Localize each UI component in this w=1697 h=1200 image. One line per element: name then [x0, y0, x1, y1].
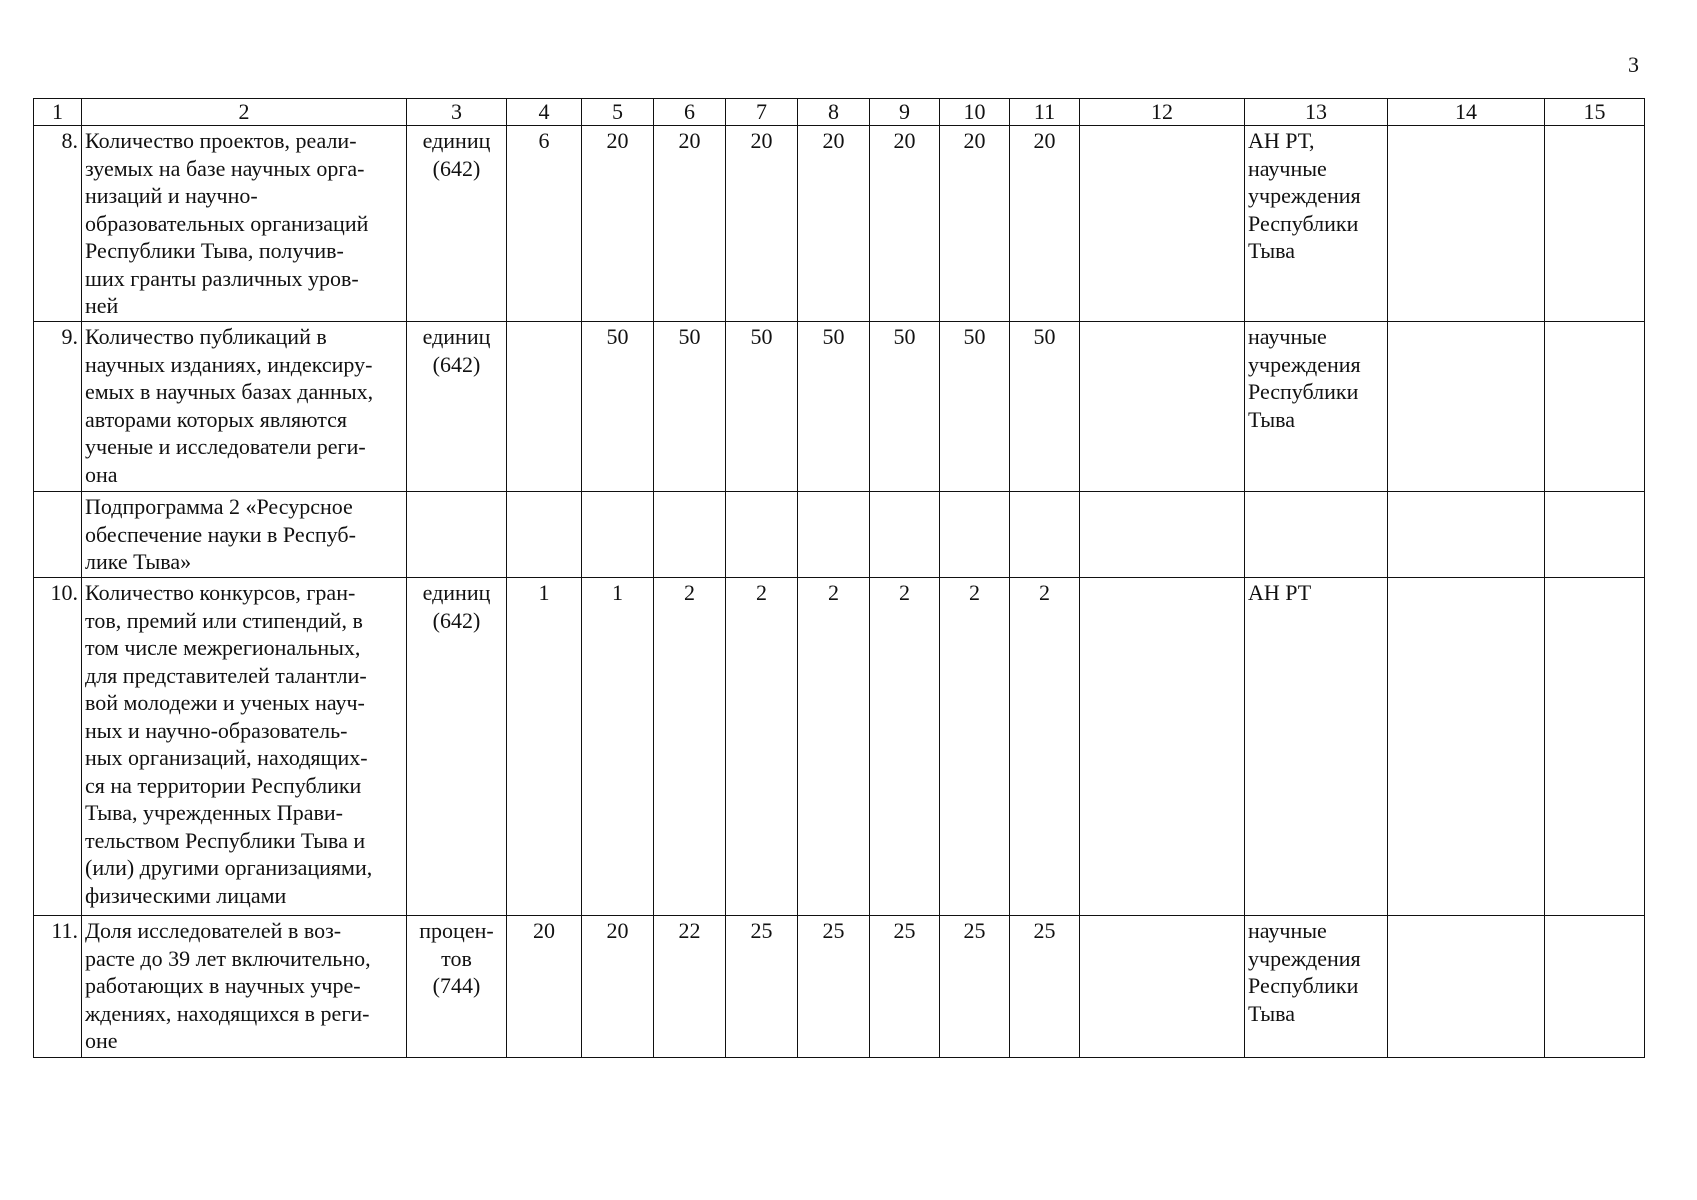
unit-line: процен-	[419, 918, 494, 943]
indicator-name	[82, 126, 407, 322]
indicator-name-line: ждениях, находящихся в реги-	[85, 1000, 370, 1026]
value-cell	[582, 492, 654, 578]
value-cell: 20	[654, 126, 726, 322]
responsible-line: научные	[1248, 918, 1327, 943]
row-number: 8.	[34, 126, 82, 322]
value-cell	[870, 492, 940, 578]
header-cell: 8	[798, 99, 870, 126]
col12-cell	[1080, 492, 1245, 578]
indicator-name-line: Доля исследователей в воз-	[85, 918, 342, 943]
indicator-name-line: тов, премий или стипендий, в	[85, 607, 363, 633]
value-cell: 50	[870, 322, 940, 492]
col15-cell	[1545, 492, 1645, 578]
indicator-name	[82, 916, 407, 1058]
value-cell: 50	[940, 322, 1010, 492]
row-number: 10.	[34, 578, 82, 916]
col12-cell	[1080, 578, 1245, 916]
indicator-name-line: Подпрограмма 2 «Ресурсное	[85, 494, 353, 519]
indicator-name-line: лике Тыва»	[85, 549, 192, 574]
value-cell: 20	[582, 126, 654, 322]
responsible-cell	[1245, 916, 1388, 1058]
responsible-cell	[1245, 322, 1388, 492]
responsible-line: Тыва	[1248, 238, 1295, 263]
value-cell: 2	[798, 578, 870, 916]
indicator-name-line: (или) другими организациями,	[85, 855, 373, 880]
value-cell: 20	[870, 126, 940, 322]
unit-line: единиц	[422, 324, 491, 349]
col14-cell	[1388, 126, 1545, 322]
unit-line: единиц	[422, 580, 491, 605]
header-cell: 2	[82, 99, 407, 126]
indicator-name-line: работающих в научных учре-	[85, 973, 361, 998]
value-cell: 2	[726, 578, 798, 916]
header-cell: 11	[1010, 99, 1080, 126]
header-cell: 10	[940, 99, 1010, 126]
indicator-name-line: она	[85, 461, 118, 487]
value-cell: 25	[726, 916, 798, 1058]
col14-cell	[1388, 322, 1545, 492]
responsible-line: Республики	[1248, 210, 1359, 236]
row-number	[34, 492, 82, 578]
responsible-line: Тыва	[1248, 1000, 1295, 1026]
col14-cell	[1388, 492, 1545, 578]
unit-line: (642)	[432, 155, 481, 181]
indicator-name-line: ных и научно-образователь-	[85, 717, 348, 743]
col15-cell	[1545, 126, 1645, 322]
unit-line: единиц	[422, 128, 491, 153]
header-cell: 12	[1080, 99, 1245, 126]
responsible-line: учреждения	[1248, 945, 1361, 971]
header-cell: 5	[582, 99, 654, 126]
value-cell: 50	[726, 322, 798, 492]
col12-cell	[1080, 916, 1245, 1058]
indicator-name-line: научных изданиях, индексиру-	[85, 351, 373, 377]
header-cell: 1	[34, 99, 82, 126]
indicator-name-line: ных организаций, находящих-	[85, 745, 368, 770]
value-cell: 50	[654, 322, 726, 492]
col12-cell	[1080, 322, 1245, 492]
responsible-line: учреждения	[1248, 183, 1361, 208]
value-cell: 50	[798, 322, 870, 492]
value-cell: 6	[507, 126, 582, 322]
indicator-name-line: тельством Республики Тыва и	[85, 827, 366, 853]
unit-cell	[407, 492, 507, 578]
unit-line: (642)	[432, 351, 481, 377]
responsible-line: АН РТ,	[1248, 128, 1315, 153]
value-cell: 1	[582, 578, 654, 916]
value-cell	[940, 492, 1010, 578]
indicator-name-line: Количество конкурсов, гран-	[85, 580, 356, 605]
unit-line: (642)	[432, 607, 481, 633]
responsible-line: Республики	[1248, 379, 1359, 404]
col14-cell	[1388, 578, 1545, 916]
header-cell: 14	[1388, 99, 1545, 126]
header-cell: 4	[507, 99, 582, 126]
value-cell	[1010, 492, 1080, 578]
indicator-name-line: Количество публикаций в	[85, 324, 327, 349]
value-cell: 25	[940, 916, 1010, 1058]
indicator-name-line: для представителей талантли-	[85, 662, 367, 688]
indicator-name-line: авторами которых являются	[85, 406, 348, 432]
value-cell	[507, 322, 582, 492]
indicator-name-line: Количество проектов, реали-	[85, 128, 357, 153]
value-cell: 20	[726, 126, 798, 322]
value-cell: 22	[654, 916, 726, 1058]
indicator-name-line: физическими лицами	[85, 882, 287, 908]
unit-cell	[407, 322, 507, 492]
value-cell	[654, 492, 726, 578]
responsible-cell	[1245, 492, 1388, 578]
responsible-line: АН РТ	[1248, 580, 1312, 605]
header-cell: 13	[1245, 99, 1388, 126]
value-cell: 2	[654, 578, 726, 916]
header-cell: 9	[870, 99, 940, 126]
value-cell: 50	[1010, 322, 1080, 492]
indicator-name-line: ся на территории Республики	[85, 772, 362, 798]
responsible-line: научные	[1248, 324, 1327, 349]
header-cell: 7	[726, 99, 798, 126]
indicator-name-line: зуемых на базе научных орга-	[85, 155, 365, 181]
value-cell: 2	[1010, 578, 1080, 916]
indicator-name	[82, 322, 407, 492]
responsible-line: научные	[1248, 155, 1327, 181]
header-cell: 3	[407, 99, 507, 126]
header-cell: 15	[1545, 99, 1645, 126]
page-number: 3	[1628, 52, 1639, 77]
unit-cell	[407, 126, 507, 322]
value-cell: 25	[1010, 916, 1080, 1058]
value-cell: 20	[582, 916, 654, 1058]
indicator-name-line: обеспечение науки в Респуб-	[85, 521, 356, 547]
indicator-name-line: оне	[85, 1028, 118, 1053]
col12-cell	[1080, 126, 1245, 322]
unit-cell	[407, 916, 507, 1058]
col15-cell	[1545, 322, 1645, 492]
value-cell	[726, 492, 798, 578]
indicators-table	[33, 98, 1645, 1058]
indicator-name-line: расте до 39 лет включительно,	[85, 945, 371, 971]
indicator-name-line: вой молодежи и ученых науч-	[85, 690, 365, 715]
indicator-name-line: образовательных организаций	[85, 210, 369, 236]
table-row	[34, 578, 1645, 916]
indicator-name-line: Республики Тыва, получив-	[85, 238, 344, 263]
unit-cell	[407, 578, 507, 916]
table-row	[34, 916, 1645, 1058]
col15-cell	[1545, 916, 1645, 1058]
responsible-cell	[1245, 578, 1388, 916]
table-row	[34, 126, 1645, 322]
value-cell: 2	[870, 578, 940, 916]
indicator-name-line: ших гранты различных уров-	[85, 265, 359, 291]
value-cell: 1	[507, 578, 582, 916]
value-cell: 25	[798, 916, 870, 1058]
unit-line: (744)	[432, 973, 481, 998]
table-header-row	[34, 99, 1645, 126]
row-number: 9.	[34, 322, 82, 492]
table-row	[34, 492, 1645, 578]
indicator-name-line: емых в научных базах данных,	[85, 379, 374, 404]
unit-line: тов	[441, 945, 472, 971]
table-row	[34, 322, 1645, 492]
indicator-name-line: ученые и исследователи реги-	[85, 434, 366, 459]
value-cell: 50	[582, 322, 654, 492]
value-cell: 20	[507, 916, 582, 1058]
value-cell: 20	[940, 126, 1010, 322]
indicator-name-line: Тыва, учрежденных Прави-	[85, 800, 343, 825]
col15-cell	[1545, 578, 1645, 916]
header-cell: 6	[654, 99, 726, 126]
indicator-name-line: ней	[85, 293, 119, 318]
indicator-name-line: низаций и научно-	[85, 183, 258, 208]
responsible-line: Республики	[1248, 973, 1359, 998]
indicator-name	[82, 578, 407, 916]
responsible-cell	[1245, 126, 1388, 322]
value-cell	[507, 492, 582, 578]
value-cell	[798, 492, 870, 578]
indicator-name-line: том числе межрегиональных,	[85, 635, 361, 660]
row-number: 11.	[34, 916, 82, 1058]
value-cell: 25	[870, 916, 940, 1058]
responsible-line: учреждения	[1248, 351, 1361, 377]
value-cell: 2	[940, 578, 1010, 916]
value-cell: 20	[798, 126, 870, 322]
col14-cell	[1388, 916, 1545, 1058]
responsible-line: Тыва	[1248, 406, 1295, 432]
value-cell: 20	[1010, 126, 1080, 322]
indicator-name	[82, 492, 407, 578]
